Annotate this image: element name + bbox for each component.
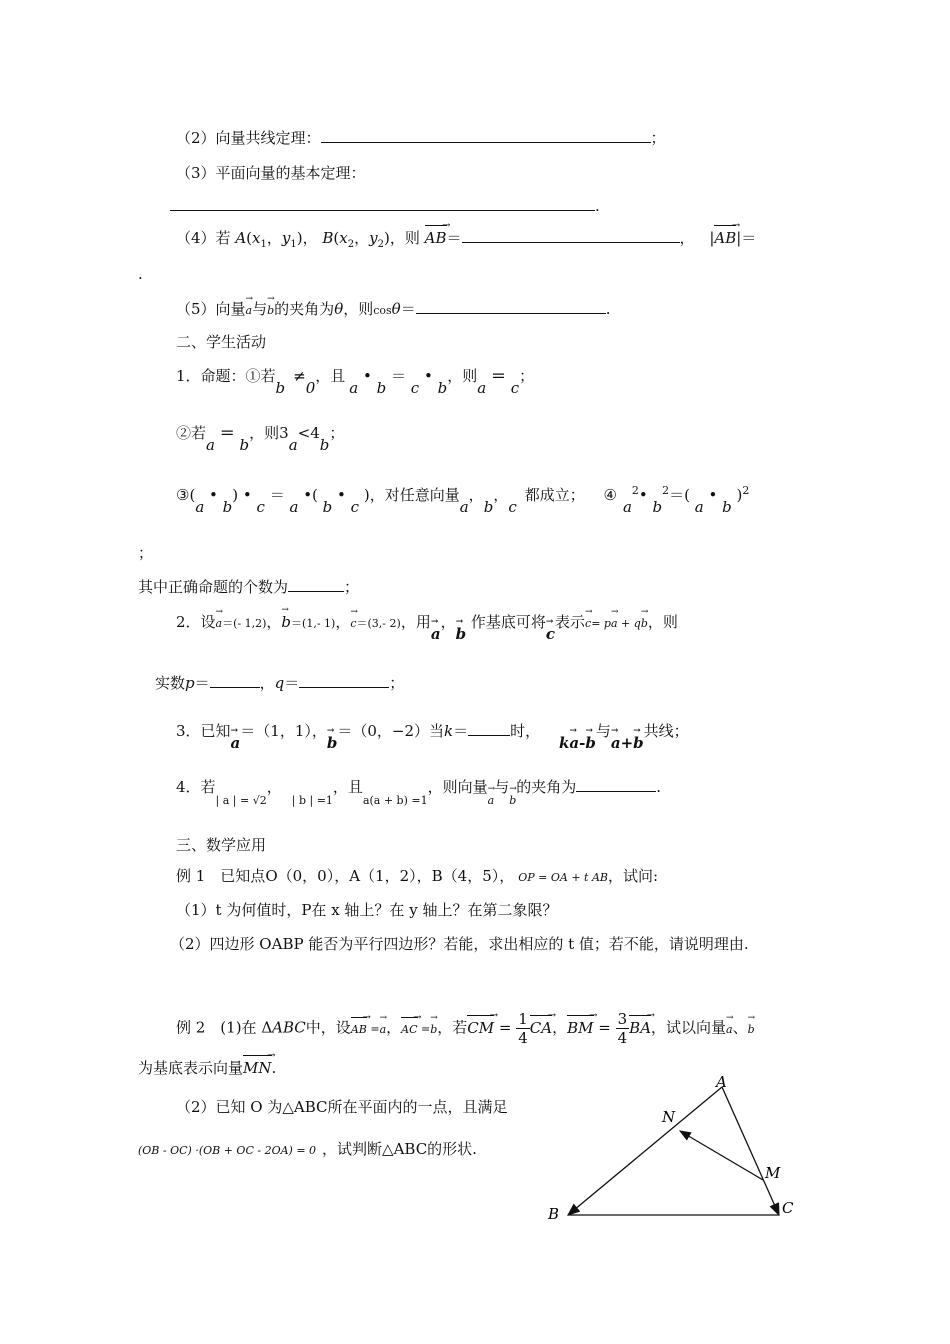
ex1-B: B（4，5）， [431,867,515,885]
q2-q: q [274,674,285,692]
q2-q-blank[interactable] [299,673,389,688]
item3-blank-line [170,196,600,216]
q2-eq2: ＝ [284,674,300,692]
ex2-frac1-num: 1 [518,1010,528,1028]
label-M: M [765,1164,781,1182]
item4-abs-eq: ＝ [741,229,757,247]
q4-prefix: 4．若 [176,778,216,796]
item3-label: （3）平面向量的基本定理： [176,164,366,182]
section2-title: 二、学生活动 [176,333,267,351]
item5-end: . [605,300,611,318]
q3-line [176,721,689,752]
q1-p4-a2: a [694,498,704,516]
q1-neq: ≠ [293,367,306,385]
q3-b: b → [327,733,338,753]
q3-expr-k: k [558,734,570,752]
q4-end: . [656,778,662,796]
q2-p-blank[interactable] [210,673,260,688]
label-C: C [782,1199,794,1217]
q1-p4-b2: b [722,498,732,516]
q2-plus: + q [617,617,641,630]
q2-formula-b: b → [641,614,648,634]
q1-count-end: ； [344,578,360,596]
ex1-eq: OP = OA + t AB [518,871,608,884]
item4-then: ，则 [389,229,420,247]
q1-line1: 1．命题：①若b≠0，且a • b ＝ c • b，则a ＝ c； [176,367,535,397]
q3-prefix: 3．已知 [176,722,231,740]
ex2-mid: 中，设 [305,1018,351,1037]
ex2-basis-b: b → [748,1020,755,1040]
theta-2: θ [391,300,401,318]
q1-p2-a2: a [288,436,298,454]
ex2-BA: BA → [629,1018,651,1038]
section3-title: 三、数学应用 [176,836,267,854]
q1-p3-a2: a [289,498,299,516]
q1-p2-prefix: ②若 [176,424,207,442]
q1-p4-prefix: ④ [603,486,617,504]
q3-and: 与 [595,722,611,740]
ex2-if: ，若 [437,1018,468,1037]
item4-prefix: （4）若 [176,229,231,247]
q3-eq: ＝ [453,722,469,740]
item5-angle: 的夹角为 [274,300,335,318]
item4-eq: ＝ [446,229,462,247]
q2-c-val: ＝(3,- 2) [356,617,401,630]
ex2-p2-line2 [138,1139,477,1161]
q1-p3-b2: b [322,498,333,516]
ex1-line [176,866,658,888]
q1-p4-b: b [652,498,663,516]
vector-b: b → [267,301,274,321]
ex2-CM: CM → [467,1018,494,1038]
q2-a: a → [216,614,223,634]
q2-use: 用 [415,613,431,631]
q2-b-val: ＝(1,- 1) [291,617,336,630]
q1-b3: b [437,379,448,397]
q3-expr-b: b → [585,733,596,753]
item4-comma: ， [679,229,695,247]
q1-p3-a: a [195,498,205,516]
item5-then: ，则 [343,300,374,318]
q2-then: ，则 [647,613,678,631]
ex2-try: ，试以向量 [651,1018,727,1037]
x2: x [339,229,348,247]
q1-p4-a: a [622,498,632,516]
ex1-q2: （2）四边形 OABP 能否为平行四边形？若能，求出相应的 t 值；若不能，请说明理由. [170,935,749,953]
q1-line2: ②若a ＝ b，则3a<4b； [176,424,345,454]
y1: y [281,229,291,247]
point-B: B [322,229,334,247]
ex2-formula: (OB - OC) ·(OB + OC - 2OA) = 0 [138,1144,317,1157]
ex2-AB: AB → [351,1020,367,1040]
q2-p: p [185,674,195,692]
q2-line2 [155,673,404,693]
q1-a2: a [477,379,487,397]
q1-semicolon: ； [138,544,154,562]
q3-expr2-b: b → [633,733,644,753]
q3-expr2-a: a → [611,733,621,753]
vector-AB-abs: AB → [714,228,736,248]
q1-p4-sq3: 2 [742,484,750,497]
q4-with: 与 [494,778,510,796]
side-AB [568,1087,722,1215]
ex2-CA: CA → [530,1018,552,1038]
item5-eq: ＝ [400,300,416,318]
label-B: B [548,1205,560,1223]
q1-p2-b: b [239,436,250,454]
sub2b: 2 [377,239,384,250]
q1-zero: 0 [305,379,316,397]
q3-minus: - [579,734,586,752]
item2-blank[interactable] [321,128,651,143]
vector-MN [680,1131,763,1180]
ex2-ABC: ABC [272,1018,306,1037]
label-A: A [716,1073,727,1091]
ex2-frac1 [516,1010,530,1047]
q3-plus: + [620,734,634,752]
q2-express: 表示 [555,613,586,631]
q1-p3-b: b [222,498,233,516]
q4-a: a → [488,791,495,811]
q1-then: ，则 [447,367,478,385]
q1-p2-end: ； [329,424,345,442]
ex2-sep: 、 [732,1018,748,1037]
item2-label: （2）向量共线定理： [176,129,321,147]
ex2-b: b → [430,1020,437,1040]
q2-comma: ， [259,674,275,692]
q1-b: b [275,379,286,397]
q2-eq1: ＝ [194,674,210,692]
q3-when: 时， [510,722,541,740]
q2-b: b → [281,612,291,632]
q2-basis-a: a → [431,624,441,644]
ex2-MN: MN → [243,1058,271,1078]
theta: θ [334,300,344,318]
triangle-figure [540,1070,810,1230]
ex2-line2-text: 为基底表示向量 [138,1059,244,1077]
x1: x [252,229,261,247]
q4-cond2: | b | =1 [291,794,333,807]
vector-a: a → [246,301,253,321]
item5-prefix: （5）向量 [176,300,246,318]
side-AC [722,1087,779,1215]
q3-k: k [444,722,454,740]
q1-count-line [138,577,359,597]
q1-p2-then: ，则3 [249,424,289,442]
q2-formula: = p [591,617,611,630]
ex2-line1: 例 2 (1)在 ΔABC中，设AB → =a →，AC → =b →，若CM → = $\frac{1}{4}$ CA →，BM → = $\frac{3}{4}$ BA →，试以向量a →、b → [176,1010,755,1047]
point-A: A [235,229,247,247]
q1-p4-sq1: 2 [631,484,639,497]
q4-then: ，则向量 [427,778,488,796]
q4-b: b → [509,791,516,811]
item5-with: 与 [252,300,268,318]
sub2: 2 [347,239,355,250]
ex1-prefix: 例 1 已知点 [176,867,266,885]
item4-blank1[interactable] [462,228,680,243]
q1-p3-prefix: ③( [176,486,196,504]
q2-a-val: ＝(- 1,2) [222,617,267,630]
q1-and: ，且 [315,367,346,385]
q1-p3-valid: 都成立； [524,486,585,504]
q4-blank[interactable] [576,777,656,792]
q4-cond3: a(a + b) =1 [362,794,428,807]
q4-cond1: | a | = √2 [215,794,267,807]
label-N: N [662,1108,676,1126]
q4-line: 4．若$_{| a | = √2}$，$_{| b | =1}$，且$_{a(a + b) =1}$，则向量a →与b →的夹角为 . [176,777,661,799]
item4-cont: . [138,265,143,283]
q1-count: 其中正确命题的个数为 [138,578,289,596]
q1-p3-mid: ，对任意向量 [369,486,460,504]
item2-line [176,128,666,148]
q1-b2: b [376,379,387,397]
vector-AB: AB → [425,228,447,248]
ex1-ask: ，试问: [608,867,659,885]
q4-angle: 的夹角为 [516,778,577,796]
q1-count-blank[interactable] [288,577,344,592]
ex2-frac1-den: 4 [518,1029,528,1047]
ex1-q1: （1）t 为何值时，P在 x 轴上？在 y 轴上？在第二象限？ [176,901,558,919]
q3-b-val: ＝（0，−2）当 [337,722,445,740]
ex2-p2: （2）已知 O 为△ABC所在平面内的一点，且满足 [176,1098,508,1116]
item4-line: （4）若 $A(x_1$，$y_1$)， $B(x_2$，$y_2$)，则 AB →＝ ， |AB →|＝ [176,228,756,255]
q2-formula-a: a → [611,614,618,634]
ex1-A: A（1，2）， [349,867,432,885]
q2-end: ； [389,674,405,692]
ex2-AC: AC → [401,1020,417,1040]
q2-prefix: 2．设 [176,613,216,631]
q3-blank[interactable] [468,721,510,736]
q1-a: a [349,379,359,397]
q1-p2-b2: b [319,436,330,454]
item5-line [176,299,611,321]
item3-line [176,163,366,183]
ex2-frac2-den: 4 [617,1029,628,1047]
ex2-BM: BM → [567,1018,593,1038]
q4-and: ，且 [332,778,363,796]
ex2-basis-a: a → [726,1020,733,1040]
ex2-a: a → [380,1020,387,1040]
q1-p2-lt: <4 [297,424,320,442]
ex2-frac2-num: 3 [617,1010,628,1028]
q2-basis: 作基底可将 [470,613,546,631]
ex2-line2-end: . [271,1059,277,1077]
q1-prefix: 1．命题：①若 [176,367,276,385]
cos: cos [373,304,392,317]
q1-p3-a3: a [459,498,469,516]
sub1b: 1 [290,239,297,250]
q1-end: ； [519,367,535,385]
ex1-O: O（0，0）， [265,867,350,885]
item5-blank[interactable] [416,299,606,314]
y2: y [369,229,378,247]
q3-expr-a: a → [569,733,579,753]
item3-end: . [595,197,600,215]
item2-end: ； [650,129,666,147]
ex2-judge: ，试判断△ABC的形状. [322,1140,477,1158]
sub1: 1 [260,239,267,250]
ex2-line2 [138,1058,276,1078]
q3-a-val: ＝（1，1）， [240,722,327,740]
q2-basis-b: b → [456,624,467,644]
q3-colinear: 共线； [643,722,689,740]
q1-p2-a: a [206,436,215,454]
ex2-prefix: 例 2 (1)在 Δ [176,1018,273,1037]
item3-blank[interactable] [170,196,595,211]
q1-p3-b3: b [483,498,494,516]
q2-line1: 2．设a →＝(- 1,2)，b →＝(1,- 1)，c →＝(3,- 2)，用a →，b → 作基底可将c →表示c →= pa → + qb →，则 [176,612,678,634]
q2-real: 实数 [155,674,186,692]
q1-line3: ③(a • b) • c ＝ a •( b • c )，对任意向量a，b，c都成立； $④a^2•$ $b^2=$( a • b )$^2$ [176,484,750,516]
ex2-frac2 [616,1010,630,1047]
q1-p4-sq2: 2 [662,484,670,497]
q3-a: a → [231,733,241,753]
